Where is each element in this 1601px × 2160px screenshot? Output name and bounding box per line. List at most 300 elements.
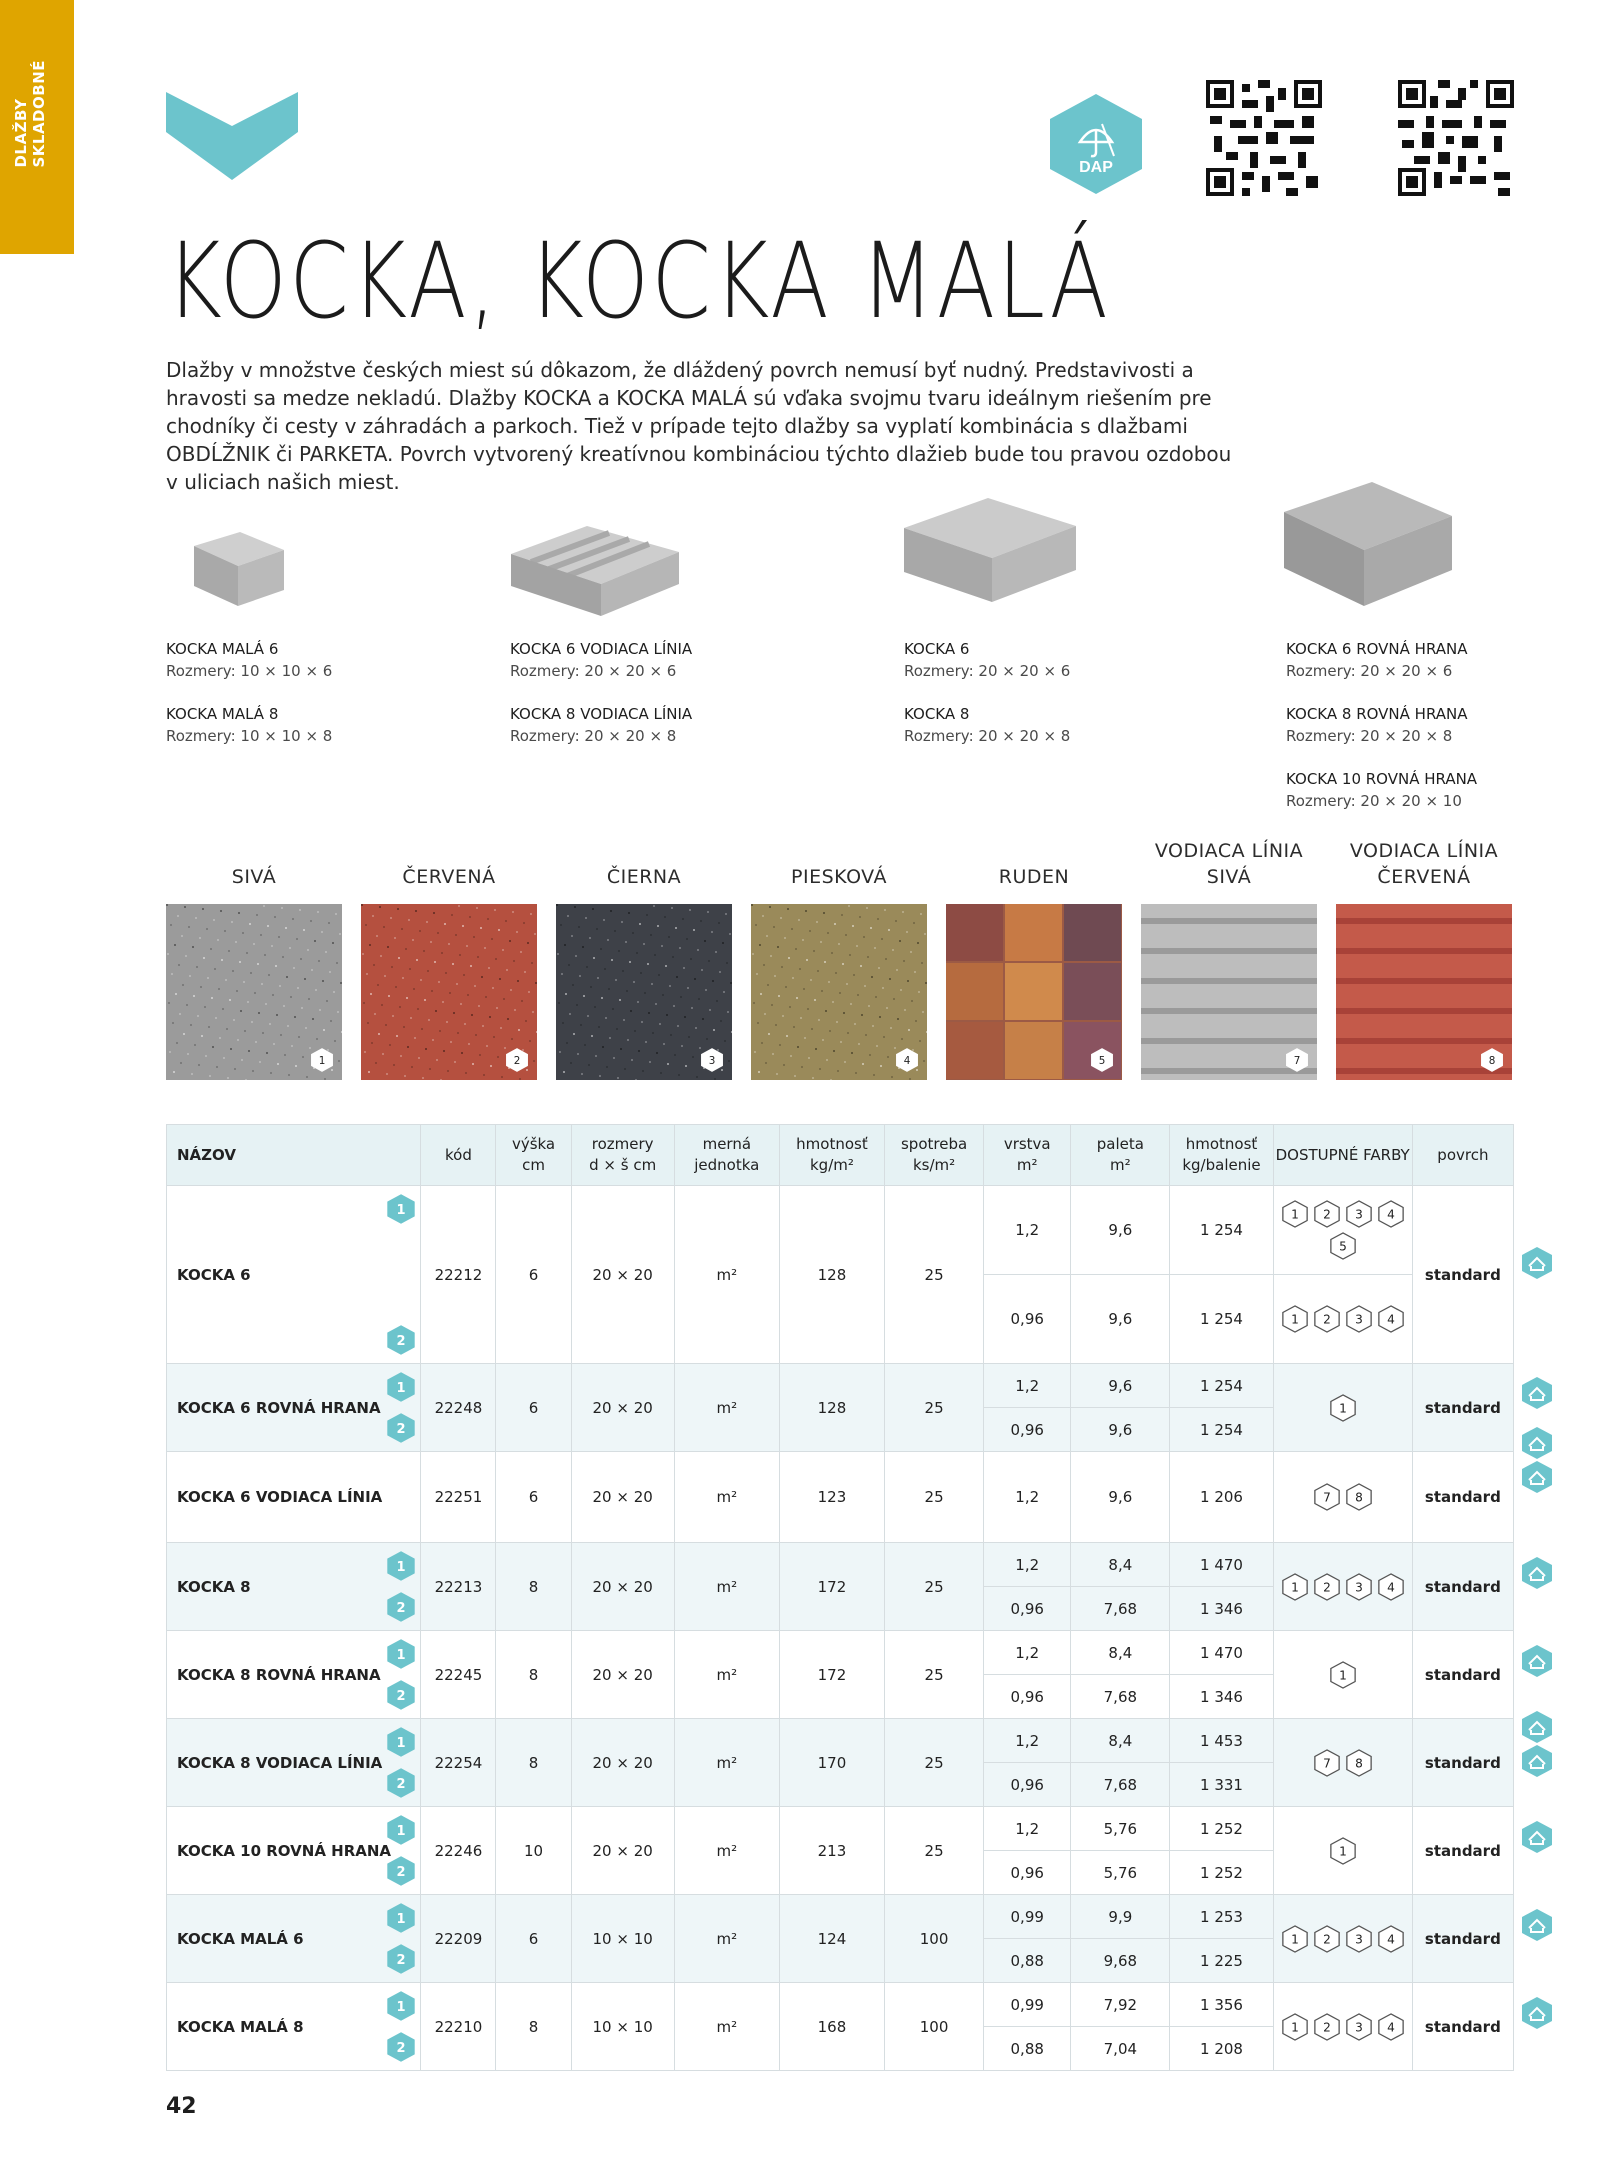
product-dimensions: Rozmery: 20 × 20 × 8	[904, 727, 1071, 745]
table-cell: m²	[674, 1895, 779, 1983]
table-cell: 8	[496, 1719, 571, 1807]
variant-marker-badge	[386, 1815, 416, 1845]
table-cell: 1 470	[1170, 1631, 1273, 1675]
variant-marker-badge	[386, 1680, 416, 1710]
product-group	[166, 638, 332, 747]
table-row	[167, 1895, 1514, 1939]
color-number-badge	[1345, 1200, 1373, 1228]
svg-text:2: 2	[396, 1601, 406, 1616]
table-cell: m²	[674, 1543, 779, 1631]
table-cell: 0,96	[984, 1763, 1071, 1807]
usage-type-icon	[1520, 1426, 1554, 1460]
table-cell: 7,68	[1071, 1763, 1170, 1807]
svg-text:7: 7	[1322, 1756, 1331, 1771]
color-number-badge	[1313, 1200, 1341, 1228]
svg-text:1: 1	[1338, 1844, 1347, 1859]
svg-text:4: 4	[1386, 1932, 1395, 1947]
swatch-number-badge	[700, 1048, 724, 1072]
table-cell: 10 × 10	[571, 1895, 674, 1983]
svg-text:3: 3	[1354, 1580, 1363, 1595]
svg-text:2: 2	[396, 2041, 406, 2056]
table-cell: 1 356	[1170, 1983, 1273, 2027]
table-cell: 1 346	[1170, 1587, 1273, 1631]
product-name: KOCKA 6 ROVNÁ HRANA	[1286, 640, 1468, 658]
variant-marker-badge	[386, 1944, 416, 1974]
svg-text:1: 1	[1290, 1932, 1299, 1947]
table-cell: 0,88	[984, 1939, 1071, 1983]
table-cell: 20 × 20	[571, 1186, 674, 1364]
table-cell: 0,99	[984, 1983, 1071, 2027]
page-number: 42	[166, 2094, 197, 2119]
color-swatch	[166, 904, 342, 1080]
svg-text:1: 1	[396, 1203, 406, 1218]
usage-type-icon	[1520, 1644, 1554, 1678]
page-title: KOCKA, KOCKA MALÁ	[166, 220, 1111, 342]
color-number-badge	[1329, 1232, 1357, 1260]
svg-text:3: 3	[1354, 1207, 1363, 1222]
table-cell: 172	[779, 1631, 884, 1719]
surface-cell: standard	[1412, 1631, 1513, 1719]
col-header-pallet: paleta m²	[1071, 1125, 1170, 1186]
svg-text:2: 2	[396, 1865, 406, 1880]
svg-text:5: 5	[1098, 1055, 1106, 1067]
svg-text:1: 1	[1290, 1580, 1299, 1595]
table-cell: 1 253	[1170, 1895, 1273, 1939]
table-cell: 100	[885, 1983, 984, 2071]
svg-text:1: 1	[1338, 1401, 1347, 1416]
swatch-label: PIESKOVÁ	[791, 866, 887, 888]
svg-text:2: 2	[1322, 1207, 1331, 1222]
product-dimensions: Rozmery: 20 × 20 × 8	[510, 727, 677, 745]
table-cell: 25	[885, 1807, 984, 1895]
section-tab-line1: DLAŽBY	[12, 98, 30, 168]
svg-text:2: 2	[1322, 1312, 1331, 1327]
table-cell: 22213	[421, 1543, 496, 1631]
table-cell: 1 225	[1170, 1939, 1273, 1983]
table-cell: 8	[496, 1543, 571, 1631]
table-cell: 22209	[421, 1895, 496, 1983]
variant-marker-badge	[386, 1768, 416, 1798]
table-cell: 1 346	[1170, 1675, 1273, 1719]
svg-text:3: 3	[1354, 2020, 1363, 2035]
table-cell: 124	[779, 1895, 884, 1983]
col-header-surface: povrch	[1412, 1125, 1513, 1186]
surface-cell: standard	[1412, 1186, 1513, 1364]
section-tab-line2: SKLADOBNÉ	[30, 60, 48, 168]
table-cell: 1,2	[984, 1452, 1071, 1543]
svg-text:4: 4	[903, 1055, 911, 1067]
color-number-badge	[1345, 1573, 1373, 1601]
product-name-cell: KOCKA 6 ROVNÁ HRANA 1 2	[167, 1364, 421, 1452]
table-cell: 128	[779, 1364, 884, 1452]
qr-code-icon[interactable]	[1206, 80, 1322, 196]
table-cell: 1 254	[1170, 1275, 1273, 1364]
swatch-number-badge	[1090, 1048, 1114, 1072]
svg-text:1: 1	[396, 1912, 406, 1927]
surface-cell: standard	[1412, 1364, 1513, 1452]
available-colors-cell	[1273, 1631, 1412, 1719]
table-cell: 9,6	[1071, 1275, 1170, 1364]
product-dimensions: Rozmery: 10 × 10 × 6	[166, 662, 333, 680]
table-cell: 10 × 10	[571, 1983, 674, 2071]
color-number-badge	[1281, 1573, 1309, 1601]
table-cell: 1 252	[1170, 1851, 1273, 1895]
col-header-code: kód	[421, 1125, 496, 1186]
table-cell: 0,96	[984, 1275, 1071, 1364]
color-number-badge	[1345, 1305, 1373, 1333]
svg-text:2: 2	[396, 1777, 406, 1792]
table-row	[167, 1983, 1514, 2027]
variant-marker-badge	[386, 1551, 416, 1581]
product-name-cell: KOCKA 8 1 2	[167, 1543, 421, 1631]
color-number-badge	[1281, 1305, 1309, 1333]
color-number-badge	[1377, 1200, 1405, 1228]
table-cell: 168	[779, 1983, 884, 2071]
kocka-mala-paver-image	[180, 528, 290, 610]
svg-text:1: 1	[396, 1648, 406, 1663]
color-swatch	[751, 904, 927, 1080]
table-cell: 20 × 20	[571, 1807, 674, 1895]
table-row	[167, 1364, 1514, 1408]
dap-umbrella-badge-icon	[1050, 94, 1142, 194]
color-number-badge	[1377, 1305, 1405, 1333]
variant-marker-badge	[386, 1727, 416, 1757]
svg-text:1: 1	[396, 1824, 406, 1839]
table-cell: 9,9	[1071, 1895, 1170, 1939]
color-number-badge	[1329, 1394, 1357, 1422]
kocka-paver-image	[900, 492, 1080, 610]
table-cell: 213	[779, 1807, 884, 1895]
table-cell: 9,6	[1071, 1408, 1170, 1452]
kocka-rovna-hrana-paver-image	[1280, 478, 1456, 610]
table-row	[167, 1631, 1514, 1675]
surface-cell: standard	[1412, 1983, 1513, 2071]
usage-type-icon	[1520, 1744, 1554, 1778]
svg-text:4: 4	[1386, 1207, 1395, 1222]
table-cell: 8	[496, 1631, 571, 1719]
svg-text:2: 2	[513, 1055, 521, 1067]
usage-type-icon	[1520, 1246, 1554, 1280]
product-dimensions: Rozmery: 20 × 20 × 8	[1286, 727, 1453, 745]
color-swatch	[1336, 904, 1512, 1080]
intro-paragraph: Dlažby v množstve českých miest sú dôkazom, že dláždený povrch nemusí byť nudný. Predstavivosti a hravosti sa medze nekladú. Dlažby KOCKA a KOCKA MALÁ sú vďaka svojmu tvaru ideálnym riešením pre chodníky či cesty v záhradách a parkoch. Tiež v prípade tejto dlažby sa vyplatí kombinácia s dlažbami OBDĹŽNIK či PARKETA. Povrch vytvorený kreatívnou kombináciou týchto dlažieb bude tou pravou ozdobou v uliciach našich miest.	[166, 358, 1232, 494]
product-group	[904, 638, 1070, 747]
table-cell: 8,4	[1071, 1719, 1170, 1763]
table-cell: 10	[496, 1807, 571, 1895]
col-header-unit: merná jednotka	[674, 1125, 779, 1186]
color-swatch	[361, 904, 537, 1080]
table-cell: 9,6	[1071, 1364, 1170, 1408]
product-group	[510, 638, 692, 747]
table-cell: 22248	[421, 1364, 496, 1452]
table-cell: 22245	[421, 1631, 496, 1719]
svg-text:3: 3	[1354, 1312, 1363, 1327]
product-name: KOCKA MALÁ 8	[166, 705, 279, 723]
table-cell: 1,2	[984, 1186, 1071, 1275]
product-dimensions: Rozmery: 20 × 20 × 6	[904, 662, 1071, 680]
table-cell: 9,6	[1071, 1186, 1170, 1275]
table-row	[167, 1543, 1514, 1587]
table-cell: 1,2	[984, 1719, 1071, 1763]
product-spec-table	[166, 1124, 1514, 2071]
table-cell: 9,6	[1071, 1452, 1170, 1543]
color-swatch	[1141, 904, 1317, 1080]
color-number-badge	[1345, 1749, 1373, 1777]
table-cell: m²	[674, 1807, 779, 1895]
product-name-cell: KOCKA 6 1 2	[167, 1186, 421, 1364]
product-name-cell: KOCKA MALÁ 6 1 2	[167, 1895, 421, 1983]
table-cell: 172	[779, 1543, 884, 1631]
variant-marker-badge	[386, 1639, 416, 1669]
table-row	[167, 1807, 1514, 1851]
svg-text:1: 1	[1290, 1207, 1299, 1222]
svg-text:4: 4	[1386, 1312, 1395, 1327]
table-cell: 7,68	[1071, 1675, 1170, 1719]
surface-cell: standard	[1412, 1543, 1513, 1631]
color-number-badge	[1313, 1483, 1341, 1511]
table-cell: m²	[674, 1452, 779, 1543]
usage-type-icon	[1520, 1908, 1554, 1942]
surface-cell: standard	[1412, 1895, 1513, 1983]
product-name-cell: KOCKA 6 VODIACA LÍNIA	[167, 1452, 421, 1543]
table-cell: 0,96	[984, 1675, 1071, 1719]
color-number-badge	[1377, 1925, 1405, 1953]
col-header-name: NÁZOV	[167, 1125, 421, 1186]
product-name-cell: KOCKA MALÁ 8 1 2	[167, 1983, 421, 2071]
table-cell: 20 × 20	[571, 1452, 674, 1543]
table-cell: 20 × 20	[571, 1719, 674, 1807]
table-cell: 20 × 20	[571, 1631, 674, 1719]
product-name: KOCKA 8 ROVNÁ HRANA	[1286, 705, 1468, 723]
table-cell: 100	[885, 1895, 984, 1983]
product-dimensions: Rozmery: 20 × 20 × 10	[1286, 792, 1462, 810]
variant-marker-badge	[386, 2032, 416, 2062]
table-cell: 20 × 20	[571, 1364, 674, 1452]
swatch-number-badge	[895, 1048, 919, 1072]
svg-text:4: 4	[1386, 1580, 1395, 1595]
table-cell: 5,76	[1071, 1807, 1170, 1851]
table-cell: 170	[779, 1719, 884, 1807]
table-cell: 20 × 20	[571, 1543, 674, 1631]
product-name-cell: KOCKA 10 ROVNÁ HRANA 1 2	[167, 1807, 421, 1895]
table-cell: 1 206	[1170, 1452, 1273, 1543]
product-dimensions: Rozmery: 10 × 10 × 8	[166, 727, 333, 745]
table-cell: 0,96	[984, 1587, 1071, 1631]
svg-text:1: 1	[318, 1055, 326, 1067]
table-cell: 7,04	[1071, 2027, 1170, 2071]
swatch-label: SIVÁ	[231, 866, 277, 888]
svg-text:2: 2	[396, 1953, 406, 1968]
chevron-logo-icon	[166, 92, 298, 180]
table-cell: 22251	[421, 1452, 496, 1543]
table-cell: 1 331	[1170, 1763, 1273, 1807]
available-colors-cell	[1273, 1895, 1412, 1983]
table-cell: 128	[779, 1186, 884, 1364]
svg-text:8: 8	[1354, 1756, 1363, 1771]
svg-text:2: 2	[396, 1422, 406, 1437]
svg-text:2: 2	[396, 1689, 406, 1704]
table-cell: 1,2	[984, 1807, 1071, 1851]
svg-text:1: 1	[396, 2000, 406, 2015]
product-group	[1286, 638, 1477, 812]
color-number-badge	[1313, 1305, 1341, 1333]
usage-type-icon	[1520, 1996, 1554, 2030]
color-number-badge	[1345, 1925, 1373, 1953]
table-cell: 1 252	[1170, 1807, 1273, 1851]
color-number-badge	[1281, 2013, 1309, 2041]
table-cell: 22246	[421, 1807, 496, 1895]
variant-marker-badge	[386, 1592, 416, 1622]
available-colors-cell	[1273, 1452, 1412, 1543]
table-cell: m²	[674, 1186, 779, 1364]
table-cell: 0,88	[984, 2027, 1071, 2071]
surface-cell: standard	[1412, 1719, 1513, 1807]
table-cell: 25	[885, 1452, 984, 1543]
table-cell: 6	[496, 1364, 571, 1452]
table-cell: 1 254	[1170, 1364, 1273, 1408]
table-cell: 8	[496, 1983, 571, 2071]
table-cell: 1 453	[1170, 1719, 1273, 1763]
color-number-badge	[1313, 1925, 1341, 1953]
surface-cell: standard	[1412, 1452, 1513, 1543]
color-number-badge	[1345, 1483, 1373, 1511]
table-cell: 1,2	[984, 1364, 1071, 1408]
table-cell: 1 208	[1170, 2027, 1273, 2071]
available-colors-cell	[1273, 1186, 1412, 1275]
available-colors-cell	[1273, 1983, 1412, 2071]
table-cell: 1,2	[984, 1631, 1071, 1675]
product-name-cell: KOCKA 8 VODIACA LÍNIA 1 2	[167, 1719, 421, 1807]
svg-text:4: 4	[1386, 2020, 1395, 2035]
svg-text:3: 3	[708, 1055, 716, 1067]
col-header-dimensions: rozmery d × š cm	[571, 1125, 674, 1186]
color-number-badge	[1345, 2013, 1373, 2041]
section-tab	[0, 0, 74, 254]
table-cell: 7,92	[1071, 1983, 1170, 2027]
svg-text:2: 2	[1322, 1932, 1331, 1947]
table-cell: m²	[674, 1983, 779, 2071]
color-swatch	[556, 904, 732, 1080]
svg-text:2: 2	[1322, 1580, 1331, 1595]
table-cell: 22210	[421, 1983, 496, 2071]
table-cell: 25	[885, 1543, 984, 1631]
kocka-vodiaca-linia-paver-image	[505, 518, 685, 620]
swatch-label: ČIERNA	[606, 866, 682, 888]
qr-code-icon[interactable]	[1398, 80, 1514, 196]
table-cell: 6	[496, 1895, 571, 1983]
color-number-badge	[1313, 1749, 1341, 1777]
surface-cell: standard	[1412, 1807, 1513, 1895]
svg-text:3: 3	[1354, 1932, 1363, 1947]
swatch-number-badge	[1480, 1048, 1504, 1072]
color-number-badge	[1329, 1661, 1357, 1689]
color-number-badge	[1377, 1573, 1405, 1601]
svg-text:1: 1	[1290, 2020, 1299, 2035]
variant-marker-badge	[386, 1991, 416, 2021]
svg-text:5: 5	[1338, 1239, 1347, 1254]
swatch-label: VODIACA LÍNIA SIVÁ	[1154, 840, 1304, 888]
col-header-colors: DOSTUPNÉ FARBY	[1273, 1125, 1412, 1186]
variant-marker-badge	[386, 1856, 416, 1886]
table-cell: 123	[779, 1452, 884, 1543]
swatch-number-badge	[505, 1048, 529, 1072]
variant-marker-badge	[386, 1413, 416, 1443]
table-cell: 5,76	[1071, 1851, 1170, 1895]
product-dimensions: Rozmery: 20 × 20 × 6	[510, 662, 677, 680]
color-number-badge	[1329, 1837, 1357, 1865]
svg-text:1: 1	[1338, 1668, 1347, 1683]
table-cell: 7,68	[1071, 1587, 1170, 1631]
col-header-weight: hmotnosť kg/m²	[779, 1125, 884, 1186]
table-cell: 1 254	[1170, 1186, 1273, 1275]
table-cell: 8,4	[1071, 1543, 1170, 1587]
svg-text:8: 8	[1354, 1490, 1363, 1505]
available-colors-cell	[1273, 1275, 1412, 1364]
variant-marker-badge	[386, 1372, 416, 1402]
svg-text:1: 1	[396, 1560, 406, 1575]
swatch-number-badge	[310, 1048, 334, 1072]
dap-label: DAP	[1079, 159, 1113, 176]
color-number-badge	[1313, 2013, 1341, 2041]
color-swatch	[946, 904, 1122, 1080]
variant-marker-badge	[386, 1194, 416, 1224]
table-header-row	[167, 1125, 1514, 1186]
table-cell: 25	[885, 1186, 984, 1364]
available-colors-cell	[1273, 1364, 1412, 1452]
available-colors-cell	[1273, 1719, 1412, 1807]
table-cell: 1 470	[1170, 1543, 1273, 1587]
table-cell: 22212	[421, 1186, 496, 1364]
table-row	[167, 1186, 1514, 1275]
product-name: KOCKA 8	[904, 705, 970, 723]
swatch-label: ČERVENÁ	[402, 866, 496, 888]
color-number-badge	[1313, 1573, 1341, 1601]
table-cell: 25	[885, 1631, 984, 1719]
product-name-cell: KOCKA 8 ROVNÁ HRANA 1 2	[167, 1631, 421, 1719]
table-cell: 8,4	[1071, 1631, 1170, 1675]
variant-marker-badge	[386, 1325, 416, 1355]
table-cell: 0,99	[984, 1895, 1071, 1939]
svg-text:1: 1	[396, 1381, 406, 1396]
table-cell: 22254	[421, 1719, 496, 1807]
variant-marker-badge	[386, 1903, 416, 1933]
table-cell: 0,96	[984, 1408, 1071, 1452]
col-header-consumption: spotreba ks/m²	[885, 1125, 984, 1186]
table-cell: 6	[496, 1186, 571, 1364]
available-colors-cell	[1273, 1807, 1412, 1895]
svg-text:7: 7	[1293, 1055, 1301, 1067]
table-cell: 1 254	[1170, 1408, 1273, 1452]
usage-type-icon	[1520, 1820, 1554, 1854]
table-row	[167, 1719, 1514, 1763]
swatch-label: RUDEN	[998, 866, 1070, 888]
swatch-label: VODIACA LÍNIA ČERVENÁ	[1349, 840, 1499, 888]
col-header-height: výška cm	[496, 1125, 571, 1186]
table-cell: 0,96	[984, 1851, 1071, 1895]
svg-text:1: 1	[1290, 1312, 1299, 1327]
usage-type-icon	[1520, 1460, 1554, 1494]
table-cell: 1,2	[984, 1543, 1071, 1587]
product-name: KOCKA 6	[904, 640, 970, 658]
available-colors-cell	[1273, 1543, 1412, 1631]
usage-type-icon	[1520, 1710, 1554, 1744]
table-cell: 25	[885, 1719, 984, 1807]
col-header-layer: vrstva m²	[984, 1125, 1071, 1186]
usage-type-icon	[1520, 1376, 1554, 1410]
table-cell: 9,68	[1071, 1939, 1170, 1983]
svg-text:1: 1	[396, 1736, 406, 1751]
product-name: KOCKA 8 VODIACA LÍNIA	[510, 705, 693, 723]
